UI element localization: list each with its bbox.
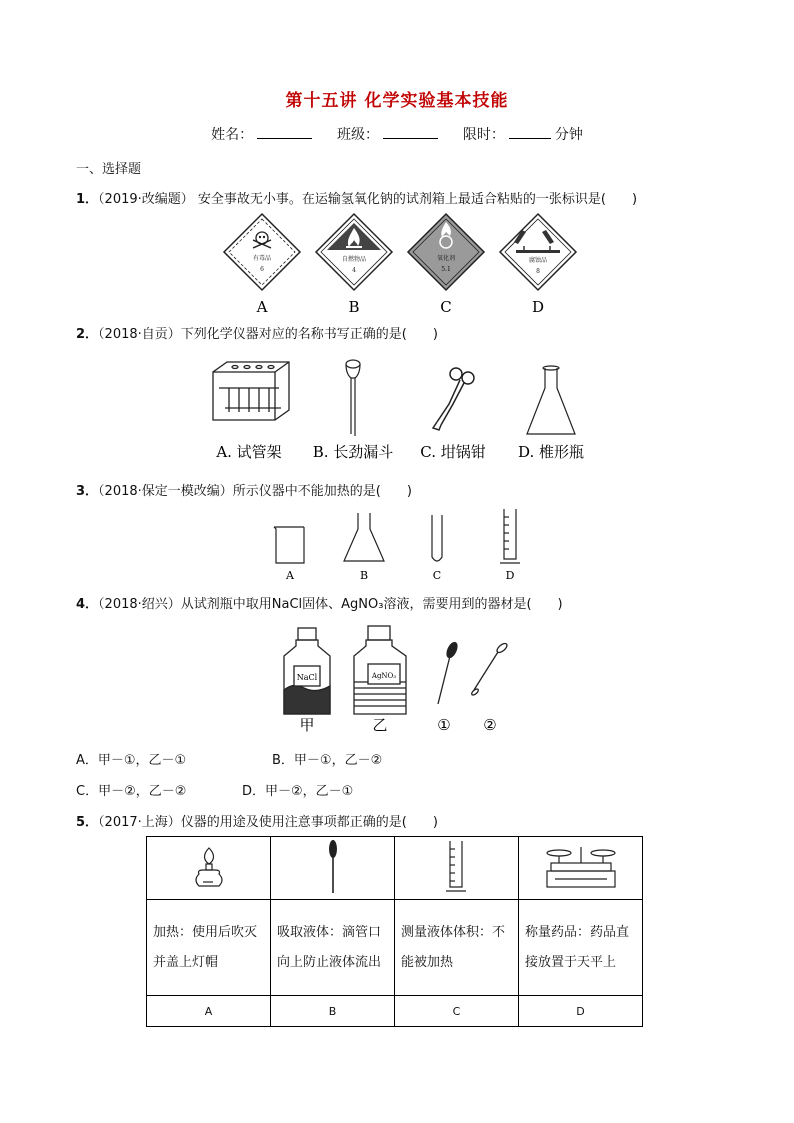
option-d: D. 椎形瓶 [517, 443, 585, 461]
q4-options-row1 [76, 749, 382, 768]
balance-icon [541, 841, 621, 891]
question-3 [76, 480, 412, 499]
tool2-label: ② [483, 716, 497, 734]
option-b: B [359, 569, 369, 582]
bottle2-label: AgNO₃ [371, 672, 397, 680]
test-tube-rack-icon [213, 362, 289, 420]
conical-flask-icon [344, 513, 384, 561]
time-unit: 分钟 [554, 127, 583, 143]
q5-table [146, 836, 643, 1027]
option-d: D．甲－②，乙－① [242, 784, 354, 799]
dropper-cell [271, 837, 395, 900]
sign-name: 氧化剂 [436, 255, 456, 262]
time-blank[interactable] [509, 126, 551, 139]
question-number: 2． [76, 327, 99, 342]
cell-c-text: 测量液体体积：不能被加热 [395, 900, 519, 996]
cell-d-label: D [519, 996, 643, 1027]
cell-a-text: 加热：使用后吹灭并盖上灯帽 [147, 900, 271, 996]
question-text: （2017·上海）仪器的用途及使用注意事项都正确的是( ) [98, 815, 438, 830]
sign-label: C [440, 298, 452, 316]
beaker-icon [274, 527, 304, 563]
option-c: C. 坩锅钳 [420, 443, 486, 461]
alcohol-lamp-icon [189, 842, 229, 890]
student-info [0, 124, 794, 144]
question-4 [76, 593, 563, 612]
graduated-cylinder-cell [395, 837, 519, 900]
liquid-reagent-bottle-icon [354, 626, 406, 714]
class-blank[interactable] [383, 126, 438, 139]
instrument-images [205, 352, 605, 464]
option-d: D [505, 569, 515, 582]
dropper-icon [438, 641, 459, 704]
question-2 [76, 323, 438, 342]
question-5 [76, 811, 438, 830]
q4-reagents [270, 620, 530, 738]
bottle1-name: 甲 [299, 716, 315, 734]
cell-b-label: B [271, 996, 395, 1027]
flame-sign-icon [316, 214, 392, 290]
cell-d-text: 称量药品：药品直接放置于天平上 [519, 900, 643, 996]
dropper-icon [323, 837, 343, 895]
question-text: （2018·绍兴）从试剂瓶中取用NaCl固体、AgNO₃溶液，需要用到的器材是( ) [98, 597, 563, 612]
conical-flask-icon [527, 366, 575, 434]
option-a: A [286, 569, 294, 582]
question-number: 5． [76, 815, 99, 830]
question-number: 3． [76, 484, 99, 499]
sign-name: 腐蚀品 [528, 257, 548, 264]
option-b: B. 长劲漏斗 [312, 443, 394, 461]
graduated-cylinder-icon [442, 837, 472, 895]
corrosive-sign-icon [500, 214, 576, 290]
sign-class: 5.1 [441, 266, 451, 273]
question-1 [76, 188, 637, 207]
sign-class: 8 [536, 268, 540, 275]
question-text: （2018·保定一模改编）所示仪器中不能加热的是( ) [98, 484, 412, 499]
tool1-label: ① [437, 716, 451, 734]
oxidizer-sign-icon [408, 214, 484, 290]
crucible-tongs-icon [433, 368, 474, 430]
question-number: 1． [76, 192, 99, 207]
sign-class: 6 [260, 266, 264, 273]
question-text: （2018·自贡）下列化学仪器对应的名称书写正确的是( ) [98, 327, 438, 342]
option-a: A. 试管架 [216, 443, 282, 461]
name-label: 姓名： [211, 127, 254, 143]
sign-class: 4 [352, 267, 356, 274]
question-text: （2019·改编题） 安全事故无小事。在运输氢氧化钠的试剂箱上最适合粘贴的一张标识是( ) [98, 192, 638, 207]
graduated-cylinder-icon [500, 509, 520, 563]
toxic-sign-icon [224, 214, 300, 290]
sign-label: B [348, 298, 360, 316]
page-title: 第十五讲 化学实验基本技能 [285, 91, 509, 111]
cell-c-label: C [395, 996, 519, 1027]
sign-name: 自燃物品 [341, 256, 367, 263]
bottle1-label: NaCl [296, 673, 318, 682]
bottle2-name: 乙 [372, 716, 388, 734]
hazard-signs [220, 210, 580, 320]
sign-label: D [531, 298, 545, 316]
section-heading: 一、选择题 [76, 162, 142, 177]
medicine-spoon-icon [471, 642, 509, 696]
option-c: C [432, 569, 442, 582]
name-blank[interactable] [257, 126, 312, 139]
solid-reagent-bottle-icon [284, 628, 330, 714]
option-b: B．甲－①，乙－② [272, 753, 383, 768]
option-c: C．甲－②，乙－② [76, 784, 187, 799]
balance-cell [519, 837, 643, 900]
q3-instruments [262, 505, 532, 583]
question-number: 4． [76, 597, 99, 612]
time-label: 限时： [462, 127, 505, 143]
test-tube-icon [432, 515, 442, 561]
sign-label: A [256, 298, 268, 316]
sign-name: 有毒品 [252, 255, 272, 262]
cell-a-label: A [147, 996, 271, 1027]
class-label: 班级： [337, 127, 379, 143]
alcohol-lamp-cell [147, 837, 271, 900]
long-neck-funnel-icon [346, 360, 360, 436]
option-a: A．甲－①，乙－① [76, 753, 187, 768]
q4-options-row2 [76, 780, 353, 799]
cell-b-text: 吸取液体：滴管口向上防止液体流出 [271, 900, 395, 996]
